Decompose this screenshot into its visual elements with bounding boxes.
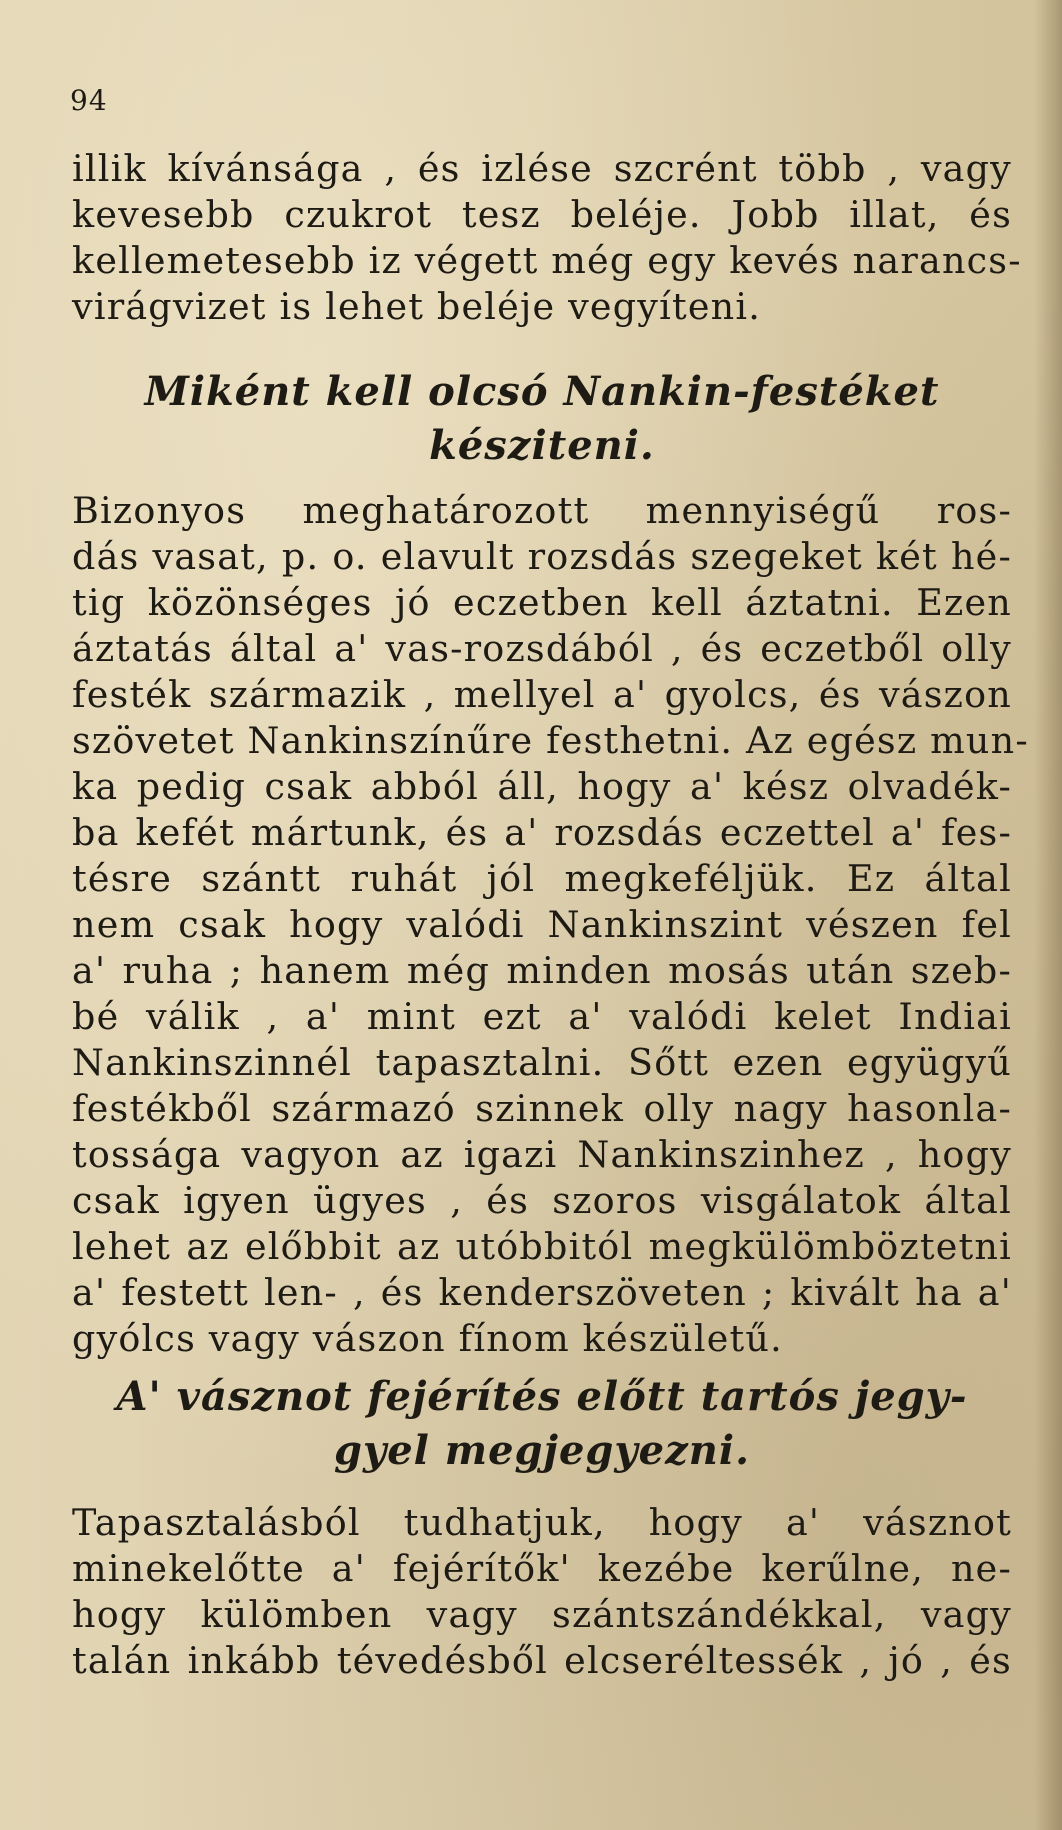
section-heading-line: gyel megjegyezni. bbox=[333, 1427, 751, 1474]
section-heading-line: Miként kell olcsó Nankin-festéket bbox=[144, 368, 940, 415]
section-heading-line: A' vásznot fejérítés előtt tartós jegy- bbox=[116, 1373, 968, 1420]
page-edge-shadow bbox=[1034, 0, 1062, 1830]
text-line: tig közönséges jó eczetben kell áztatni. Ezen bbox=[72, 581, 1012, 624]
text-line: áztatás által a' vas-rozsdából , és eczetből olly bbox=[72, 627, 1012, 670]
text-line: kellemetesebb iz végett még egy kevés narancs- bbox=[72, 239, 1022, 282]
text-line: gyólcs vagy vászon fínom készületű. bbox=[72, 1317, 783, 1360]
paragraph-2 bbox=[72, 488, 1029, 1362]
text-line: dás vasat, p. o. elavult rozsdás szegeket két hé- bbox=[72, 535, 1012, 578]
text-line: Tapasztalásból tudhatjuk, hogy a' vásznot bbox=[72, 1501, 1012, 1544]
text-line: a' festett len- , és kenderszöveten ; kivált ha a' bbox=[72, 1271, 1012, 1314]
text-line: csak igyen ügyes , és szoros visgálatok által bbox=[72, 1179, 1012, 1222]
text-line: a' ruha ; hanem még minden mosás után szeb- bbox=[72, 949, 1012, 992]
heading-2 bbox=[72, 1370, 1012, 1478]
text-line: ba kefét mártunk, és a' rozsdás eczettel a' fes- bbox=[72, 811, 1012, 854]
text-line: talán inkább tévedésből elcseréltessék , jó , és bbox=[72, 1639, 1012, 1682]
text-line: Nankinszinnél tapasztalni. Sőtt ezen együgyű bbox=[72, 1041, 1012, 1084]
paragraph-1 bbox=[72, 146, 1022, 330]
paragraph-3 bbox=[72, 1500, 1012, 1684]
text-line: tésre szántt ruhát jól megkeféljük. Ez által bbox=[72, 857, 1012, 900]
section-heading-line: késziteni. bbox=[429, 422, 655, 469]
text-line: szövetet Nankinszínűre festhetni. Az egész mun- bbox=[72, 719, 1029, 762]
text-line: tossága vagyon az igazi Nankinszinhez , hogy bbox=[72, 1133, 1012, 1176]
text-line: festék származik , mellyel a' gyolcs, és vászon bbox=[72, 673, 1012, 716]
text-line: virágvizet is lehet beléje vegyíteni. bbox=[72, 285, 762, 328]
text-line: kevesebb czukrot tesz beléje. Jobb illat, és bbox=[72, 193, 1012, 236]
heading-1 bbox=[72, 365, 1012, 473]
text-line: hogy külömben vagy szántszándékkal, vagy bbox=[72, 1593, 1012, 1636]
text-line: bé válik , a' mint ezt a' valódi kelet Indiai bbox=[72, 995, 1012, 1038]
text-line: ka pedig csak abból áll, hogy a' kész olvadék- bbox=[72, 765, 1012, 808]
text-line: minekelőtte a' fejérítők' kezébe kerűlne, ne- bbox=[72, 1547, 1012, 1590]
page-number: 94 bbox=[70, 84, 108, 117]
text-line: Bizonyos meghatározott mennyiségű ros- bbox=[72, 489, 1012, 532]
text-line: festékből származó szinnek olly nagy hasonla- bbox=[72, 1087, 1012, 1130]
text-line: lehet az előbbit az utóbbitól megkülömböztetni bbox=[72, 1225, 1012, 1268]
text-line: nem csak hogy valódi Nankinszint vészen fel bbox=[72, 903, 1012, 946]
text-line: illik kívánsága , és izlése szcrént több , vagy bbox=[72, 147, 1012, 190]
